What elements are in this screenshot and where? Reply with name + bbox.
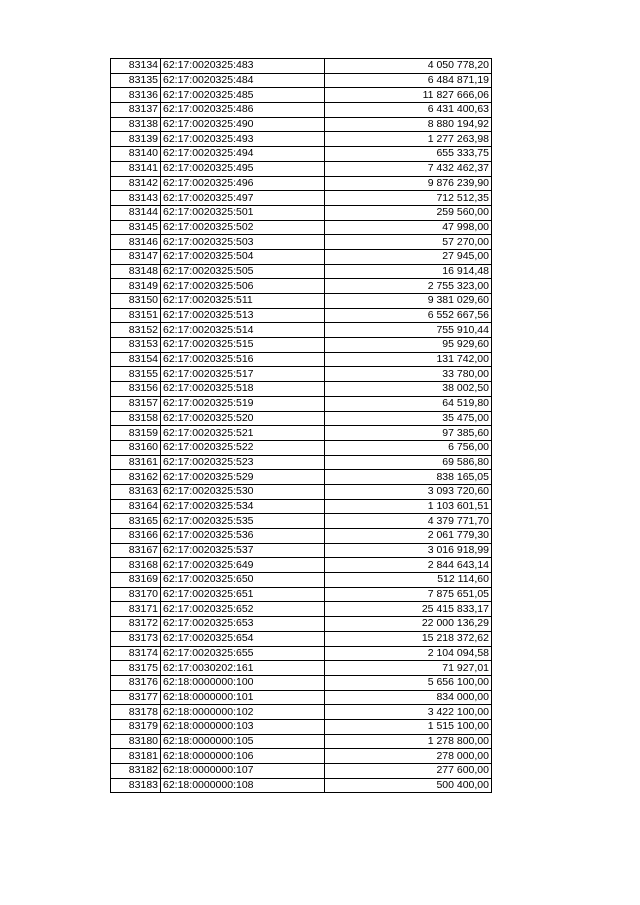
row-number-cell: 83146 [111,235,161,250]
cadastral-value-cell: 35 475,00 [325,411,492,426]
table-row [111,426,492,441]
row-number-cell: 83162 [111,470,161,485]
cadastral-number-cell: 62:17:0020325:495 [161,161,325,176]
row-number-cell: 83152 [111,323,161,338]
table-row [111,103,492,118]
table-row [111,587,492,602]
table-row [111,675,492,690]
row-number-cell: 83138 [111,117,161,132]
cadastral-value-cell: 1 278 800,00 [325,734,492,749]
table-row [111,220,492,235]
cadastral-number-cell: 62:18:0000000:103 [161,719,325,734]
cadastral-number-cell: 62:18:0000000:108 [161,778,325,793]
table-row [111,59,492,74]
cadastral-value-cell: 3 016 918,99 [325,543,492,558]
cadastral-number-cell: 62:17:0020325:519 [161,396,325,411]
row-number-cell: 83159 [111,426,161,441]
row-number-cell: 83176 [111,675,161,690]
cadastral-value-cell: 1 103 601,51 [325,499,492,514]
cadastral-number-cell: 62:18:0000000:101 [161,690,325,705]
table-row [111,455,492,470]
cadastral-number-cell: 62:17:0020325:649 [161,558,325,573]
row-number-cell: 83137 [111,103,161,118]
cadastral-value-cell: 57 270,00 [325,235,492,250]
row-number-cell: 83170 [111,587,161,602]
row-number-cell: 83160 [111,440,161,455]
row-number-cell: 83155 [111,367,161,382]
row-number-cell: 83135 [111,73,161,88]
row-number-cell: 83154 [111,352,161,367]
table-row [111,176,492,191]
cadastral-value-cell: 7 875 651,05 [325,587,492,602]
row-number-cell: 83157 [111,396,161,411]
cadastral-number-cell: 62:17:0020325:515 [161,338,325,353]
row-number-cell: 83147 [111,249,161,264]
cadastral-number-cell: 62:17:0020325:490 [161,117,325,132]
cadastral-number-cell: 62:18:0000000:100 [161,675,325,690]
table-row [111,602,492,617]
cadastral-number-cell: 62:17:0020325:514 [161,323,325,338]
cadastral-value-cell: 71 927,01 [325,661,492,676]
cadastral-value-cell: 259 560,00 [325,205,492,220]
table-row [111,396,492,411]
table-row [111,161,492,176]
table-row [111,117,492,132]
table-row [111,719,492,734]
table-row [111,573,492,588]
cadastral-number-cell: 62:17:0020325:653 [161,617,325,632]
cadastral-value-cell: 16 914,48 [325,264,492,279]
cadastral-value-cell: 2 104 094,58 [325,646,492,661]
cadastral-value-cell: 6 431 400,63 [325,103,492,118]
cadastral-value-cell: 38 002,50 [325,382,492,397]
cadastral-value-cell: 2 755 323,00 [325,279,492,294]
row-number-cell: 83166 [111,529,161,544]
table-row [111,631,492,646]
table-row [111,558,492,573]
row-number-cell: 83156 [111,382,161,397]
cadastral-number-cell: 62:17:0020325:497 [161,191,325,206]
cadastral-value-cell: 2 844 643,14 [325,558,492,573]
cadastral-number-cell: 62:17:0020325:523 [161,455,325,470]
row-number-cell: 83178 [111,705,161,720]
cadastral-number-cell: 62:17:0020325:505 [161,264,325,279]
table-row [111,470,492,485]
table-row [111,484,492,499]
table-row [111,690,492,705]
row-number-cell: 83175 [111,661,161,676]
cadastral-number-cell: 62:17:0020325:652 [161,602,325,617]
cadastral-number-cell: 62:17:0020325:485 [161,88,325,103]
row-number-cell: 83180 [111,734,161,749]
table-row [111,734,492,749]
cadastral-value-cell: 22 000 136,29 [325,617,492,632]
table-row [111,382,492,397]
row-number-cell: 83136 [111,88,161,103]
row-number-cell: 83151 [111,308,161,323]
cadastral-number-cell: 62:17:0020325:501 [161,205,325,220]
row-number-cell: 83144 [111,205,161,220]
cadastral-value-cell: 8 880 194,92 [325,117,492,132]
row-number-cell: 83150 [111,294,161,309]
cadastral-value-cell: 277 600,00 [325,764,492,779]
row-number-cell: 83164 [111,499,161,514]
table-row [111,352,492,367]
cadastral-number-cell: 62:17:0020325:483 [161,59,325,74]
cadastral-value-cell: 64 519,80 [325,396,492,411]
cadastral-value-cell: 6 484 871,19 [325,73,492,88]
cadastral-value-cell: 1 515 100,00 [325,719,492,734]
cadastral-value-cell: 47 998,00 [325,220,492,235]
cadastral-number-cell: 62:17:0020325:503 [161,235,325,250]
cadastral-number-cell: 62:17:0020325:484 [161,73,325,88]
row-number-cell: 83134 [111,59,161,74]
cadastral-number-cell: 62:17:0020325:506 [161,279,325,294]
table-row [111,646,492,661]
cadastral-number-cell: 62:17:0030202:161 [161,661,325,676]
cadastral-value-cell: 97 385,60 [325,426,492,441]
cadastral-value-cell: 278 000,00 [325,749,492,764]
cadastral-number-cell: 62:17:0020325:496 [161,176,325,191]
table-row [111,764,492,779]
cadastral-number-cell: 62:17:0020325:516 [161,352,325,367]
cadastral-value-cell: 15 218 372,62 [325,631,492,646]
table-row [111,514,492,529]
cadastral-value-cell: 2 061 779,30 [325,529,492,544]
table-row [111,440,492,455]
cadastral-value-cell: 25 415 833,17 [325,602,492,617]
table-row [111,279,492,294]
row-number-cell: 83168 [111,558,161,573]
cadastral-value-cell: 3 093 720,60 [325,484,492,499]
row-number-cell: 83161 [111,455,161,470]
row-number-cell: 83142 [111,176,161,191]
cadastral-number-cell: 62:17:0020325:513 [161,308,325,323]
row-number-cell: 83148 [111,264,161,279]
table-row [111,705,492,720]
row-number-cell: 83163 [111,484,161,499]
cadastral-number-cell: 62:17:0020325:522 [161,440,325,455]
table-row [111,411,492,426]
table-row [111,264,492,279]
cadastral-number-cell: 62:17:0020325:504 [161,249,325,264]
row-number-cell: 83145 [111,220,161,235]
row-number-cell: 83149 [111,279,161,294]
cadastral-number-cell: 62:17:0020325:493 [161,132,325,147]
table-row [111,73,492,88]
row-number-cell: 83143 [111,191,161,206]
cadastral-value-cell: 131 742,00 [325,352,492,367]
cadastral-number-cell: 62:17:0020325:536 [161,529,325,544]
cadastral-value-cell: 11 827 666,06 [325,88,492,103]
cadastral-number-cell: 62:17:0020325:494 [161,147,325,162]
row-number-cell: 83139 [111,132,161,147]
cadastral-value-cell: 9 876 239,90 [325,176,492,191]
table-row [111,778,492,793]
cadastral-number-cell: 62:18:0000000:105 [161,734,325,749]
cadastral-value-cell: 6 756,00 [325,440,492,455]
table-row [111,323,492,338]
row-number-cell: 83140 [111,147,161,162]
row-number-cell: 83167 [111,543,161,558]
row-number-cell: 83179 [111,719,161,734]
cadastral-value-cell: 5 656 100,00 [325,675,492,690]
cadastral-value-cell: 69 586,80 [325,455,492,470]
table-row [111,249,492,264]
table-row [111,338,492,353]
cadastral-number-cell: 62:17:0020325:518 [161,382,325,397]
cadastral-number-cell: 62:17:0020325:537 [161,543,325,558]
row-number-cell: 83165 [111,514,161,529]
cadastral-number-cell: 62:17:0020325:529 [161,470,325,485]
table-row [111,191,492,206]
table-row [111,235,492,250]
row-number-cell: 83174 [111,646,161,661]
cadastral-number-cell: 62:17:0020325:654 [161,631,325,646]
row-number-cell: 83183 [111,778,161,793]
cadastral-value-cell: 27 945,00 [325,249,492,264]
row-number-cell: 83172 [111,617,161,632]
table-row [111,749,492,764]
row-number-cell: 83158 [111,411,161,426]
cadastral-value-cell: 7 432 462,37 [325,161,492,176]
table-row [111,617,492,632]
cadastral-value-cell: 512 114,60 [325,573,492,588]
cadastral-value-cell: 838 165,05 [325,470,492,485]
cadastral-value-cell: 755 910,44 [325,323,492,338]
cadastral-value-cell: 712 512,35 [325,191,492,206]
row-number-cell: 83182 [111,764,161,779]
cadastral-number-cell: 62:17:0020325:535 [161,514,325,529]
cadastral-value-cell: 4 379 771,70 [325,514,492,529]
row-number-cell: 83171 [111,602,161,617]
table-row [111,294,492,309]
cadastral-number-cell: 62:18:0000000:106 [161,749,325,764]
cadastral-value-cell: 1 277 263,98 [325,132,492,147]
cadastral-number-cell: 62:17:0020325:520 [161,411,325,426]
cadastral-number-cell: 62:17:0020325:517 [161,367,325,382]
row-number-cell: 83141 [111,161,161,176]
cadastral-number-cell: 62:17:0020325:655 [161,646,325,661]
cadastral-number-cell: 62:17:0020325:530 [161,484,325,499]
table-row [111,499,492,514]
cadastral-value-cell: 3 422 100,00 [325,705,492,720]
table-row [111,543,492,558]
row-number-cell: 83181 [111,749,161,764]
row-number-cell: 83153 [111,338,161,353]
cadastral-value-table [110,58,492,793]
table-row [111,367,492,382]
table-row [111,147,492,162]
cadastral-number-cell: 62:17:0020325:502 [161,220,325,235]
table-row [111,132,492,147]
table-row [111,88,492,103]
cadastral-value-cell: 500 400,00 [325,778,492,793]
cadastral-value-cell: 6 552 667,56 [325,308,492,323]
table-row [111,529,492,544]
cadastral-value-cell: 834 000,00 [325,690,492,705]
table-row [111,308,492,323]
row-number-cell: 83173 [111,631,161,646]
cadastral-number-cell: 62:17:0020325:521 [161,426,325,441]
cadastral-number-cell: 62:17:0020325:511 [161,294,325,309]
cadastral-number-cell: 62:17:0020325:486 [161,103,325,118]
table-body [111,59,492,793]
cadastral-number-cell: 62:18:0000000:102 [161,705,325,720]
table-row [111,205,492,220]
cadastral-number-cell: 62:17:0020325:534 [161,499,325,514]
cadastral-value-cell: 9 381 029,60 [325,294,492,309]
table-row [111,661,492,676]
cadastral-value-cell: 33 780,00 [325,367,492,382]
cadastral-number-cell: 62:18:0000000:107 [161,764,325,779]
cadastral-value-cell: 4 050 778,20 [325,59,492,74]
row-number-cell: 83177 [111,690,161,705]
cadastral-value-cell: 95 929,60 [325,338,492,353]
row-number-cell: 83169 [111,573,161,588]
cadastral-number-cell: 62:17:0020325:651 [161,587,325,602]
cadastral-number-cell: 62:17:0020325:650 [161,573,325,588]
cadastral-value-cell: 655 333,75 [325,147,492,162]
